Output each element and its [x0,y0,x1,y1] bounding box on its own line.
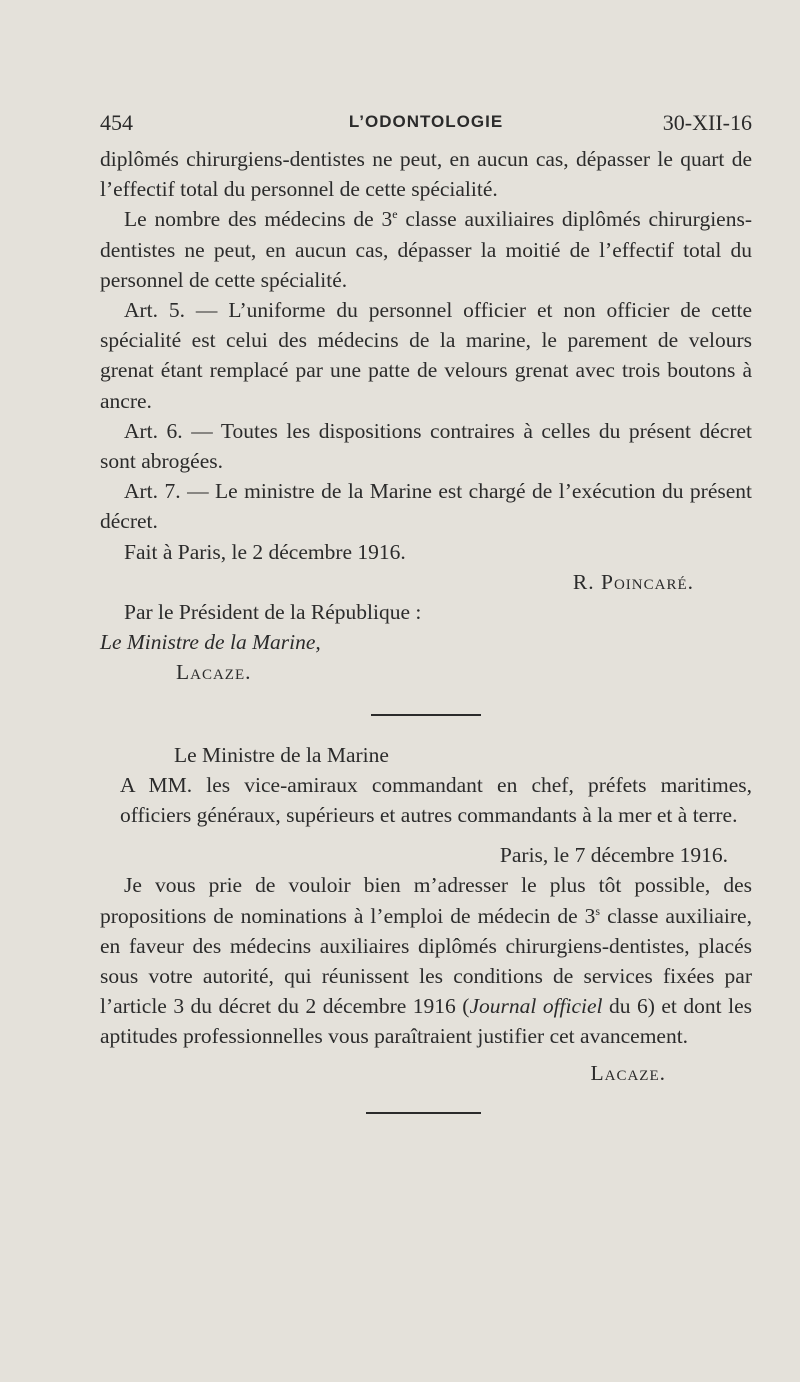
signature-lacaze-2: Lacaze. [590,1060,666,1085]
ministre-title: Le Ministre de la Marine, [100,630,321,655]
par-le-president: Par le Président de la République : [124,600,422,625]
paragraph-continuation: diplômés chirurgiens-dentistes ne peut, en aucun cas, dépasser le quart de l’effectif total du personnel de cette spécialité. [100,147,752,202]
section-divider [371,714,481,716]
running-title: L’ODONTOLOGIE [348,112,504,131]
letter-recipients: A MM. les vice-amiraux commandant en chef, préfets maritimes, officiers généraux, supérieurs et autres commandants à la mer et à terre. [120,772,752,828]
letter-date: Paris, le 7 décembre 1916. [499,843,728,868]
signature-lacaze: Lacaze. [176,660,252,685]
article-5: Art. 5. — L’uniforme du personnel officier et non officier de cette spécialité est celui des médecins de la marine, le parement de velours grenat étant remplacé par une patte de velours grenat avec trois boutons à ancre. [100,298,752,413]
journal-officiel: Journal officiel [469,994,603,1019]
issue-date: 30-XII-16 [662,110,752,135]
paragraph: Le nombre des médecins de 3e classe auxiliaires diplômés chirurgiens-dentistes ne peut, en aucun cas, dépasser la moitié de l’effectif total du personnel de cette spécialité. [100,207,752,292]
letter-body: Je vous prie de vouloir bien m’adresser le plus tôt possible, des propositions de nominations à l’emploi de médecin de 3$^s$ classe auxiliaire, en faveur des médecins auxiliaires diplômés chirurgiens-dentistes, placés sous votre autorité, qui réunissent les conditions de services fixées par l’article 3 du décret du 2 décembre 1916 (Journal officiel du 6) et dont les aptitudes professionnelles vous paraîtraient justifier cet avancement. [100,873,752,1049]
article-6: Art. 6. — Toutes les dispositions contraires à celles du présent décret sont abrogées. [100,418,752,474]
end-divider [366,1112,481,1114]
page-header [100,110,752,140]
page-number: 454 [100,110,133,135]
article-7: Art. 7. — Le ministre de la Marine est chargé de l’exécution du présent décret. [100,479,752,534]
done-at-paris: Fait à Paris, le 2 décembre 1916. [124,539,406,564]
signature-poincare: R. Poincaré. [572,569,694,594]
page-body [100,144,752,1114]
letter-sender: Le Ministre de la Marine [174,742,389,767]
